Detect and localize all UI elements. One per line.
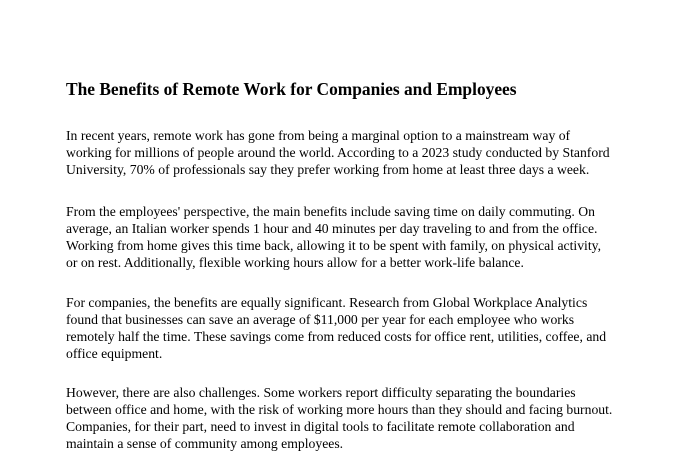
paragraph-line: between office and home, with the risk of working more hours than they should and facing burnout.: [66, 402, 613, 417]
paragraph-line: or on rest. Additionally, flexible working hours allow for a better work-life balance.: [66, 255, 524, 270]
paragraph-line: working for millions of people around the world. According to a 2023 study conducted by Stanford: [66, 145, 610, 160]
paragraph-line: Companies, for their part, need to invest in digital tools to facilitate remote collaboration and: [66, 419, 575, 434]
paragraph-line: From the employees' perspective, the main benefits include saving time on daily commuting. On: [66, 204, 595, 219]
paragraph-line: office equipment.: [66, 346, 163, 361]
paragraph-line: found that businesses can save an average of $11,000 per year for each employee who works: [66, 312, 575, 327]
paragraph-line: remotely half the time. These savings come from reduced costs for office rent, utilities, coffee, and: [66, 329, 607, 344]
paragraph-line: For companies, the benefits are equally significant. Research from Global Workplace Analytics: [66, 295, 588, 310]
paragraph-company-benefits: [66, 294, 626, 362]
paragraph-challenges: [66, 384, 626, 452]
paragraph-line: maintain a sense of community among employees.: [66, 436, 344, 451]
paragraph-line: In recent years, remote work has gone from being a marginal option to a mainstream way of: [66, 128, 571, 143]
paragraph-line: Working from home gives this time back, allowing it to be spent with family, on physical activity,: [66, 238, 602, 253]
paragraph-line: average, an Italian worker spends 1 hour and 40 minutes per day traveling to and from the office.: [66, 221, 598, 236]
paragraph-line: However, there are also challenges. Some workers report difficulty separating the boundaries: [66, 385, 576, 400]
document-title: The Benefits of Remote Work for Companies and Employees: [66, 79, 517, 99]
paragraph-intro: [66, 127, 626, 178]
paragraph-line: University, 70% of professionals say they prefer working from home at least three days a week.: [66, 162, 590, 177]
paragraph-employee-benefits: [66, 203, 626, 271]
